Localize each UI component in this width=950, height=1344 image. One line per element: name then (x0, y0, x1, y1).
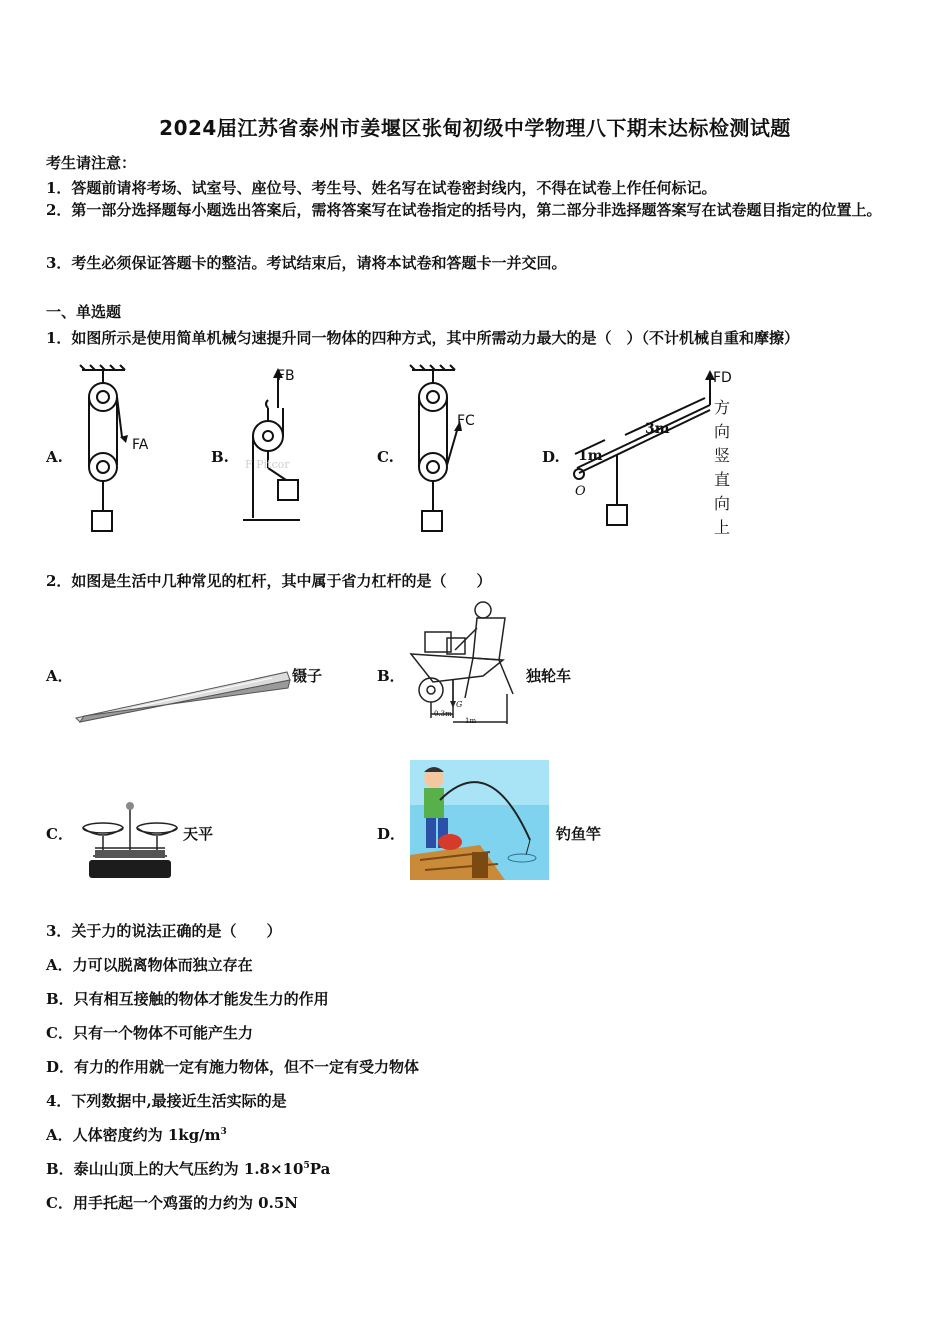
q3-option-b: B．只有相互接触的物体才能发生力的作用 (46, 990, 329, 1008)
cart-label-g: G (456, 700, 463, 709)
cart-label-d2: 1m (465, 717, 477, 725)
q4-option-b-unit: Pa (309, 1160, 331, 1178)
label-fa: FA (132, 437, 149, 453)
notice-item-1: 1．答题前请将考场、试室号、座位号、考生号、姓名写在试卷密封线内，不得在试卷上作任何标记。 (46, 179, 717, 197)
q1-option-b: B. (211, 448, 229, 466)
notice-heading: 考生请注意： (46, 154, 137, 172)
q4-option-a (46, 1124, 227, 1145)
label-direction: 方向竖直向上 (714, 398, 731, 537)
q1-option-a: A. (46, 448, 63, 466)
q3-stem: 3．关于力的说法正确的是（ ） (46, 922, 282, 940)
notice-item-2: 2．第一部分选择题每小题选出答案后，需将答案写在试卷指定的括号内，第二部分非选择题答案写在试卷题目指定的位置上。 (46, 201, 882, 219)
fishing-rod-image (410, 760, 549, 880)
q3-option-a: A．力可以脱离物体而独立存在 (46, 956, 253, 974)
q2-option-d: D． (377, 825, 406, 843)
label-1m: 1m (578, 448, 603, 464)
caption-tweezers: 镊子 (292, 667, 323, 685)
tweezers-image (72, 668, 292, 728)
q4-option-b (46, 1158, 330, 1179)
q4-option-a-sup: 3 (220, 1127, 227, 1137)
pulley-figure-c (400, 365, 510, 535)
caption-balance: 天平 (183, 825, 214, 843)
q2-option-c: C． (46, 825, 73, 843)
q2-option-a: A． (46, 667, 73, 685)
label-fc: FC (457, 413, 475, 429)
balance-scale-image (75, 798, 185, 883)
q4-option-c: C．用手托起一个鸡蛋的力约为 0.5N (46, 1194, 298, 1212)
q2-stem: 2．如图是生活中几种常见的杠杆，其中属于省力杠杆的是（ ） (46, 572, 492, 590)
q3-option-d: D．有力的作用就一定有施力物体，但不一定有受力物体 (46, 1058, 420, 1076)
q4-option-b-sup: 5 (303, 1161, 310, 1171)
q1-option-c: C. (377, 448, 394, 466)
label-fb: FB (277, 368, 295, 384)
q1-option-d: D. (542, 448, 560, 466)
q1-stem: 1．如图所示是使用简单机械匀速提升同一物体的四种方式，其中所需动力最大的是（ ）（不计机械自重和摩擦） (46, 329, 799, 347)
watermark-b: F Pitcor (245, 458, 290, 471)
q3-option-c: C．只有一个物体不可能产生力 (46, 1024, 253, 1042)
q4-stem: 4．下列数据中,最接近生活实际的是 (46, 1092, 287, 1110)
notice-item-3: 3．考生必须保证答题卡的整洁。考试结束后，请将本试卷和答题卡一并交回。 (46, 254, 567, 272)
section-heading: 一、单选题 (46, 303, 122, 321)
q2-option-b: B． (377, 667, 405, 685)
page-title: 2024届江苏省泰州市姜堰区张甸初级中学物理八下期末达标检测试题 (159, 116, 791, 140)
cart-label-d1: 0.3m (434, 710, 452, 718)
q4-option-b-text: B．泰山山顶上的大气压约为 1.8×10 (46, 1160, 304, 1178)
wheelbarrow-image (403, 598, 528, 726)
q4-option-a-text: A．人体密度约为 1kg/m (46, 1126, 221, 1144)
label-3m: 3m (645, 421, 670, 437)
pulley-figure-a (70, 365, 180, 535)
label-pivot-o: O (575, 484, 586, 499)
pulley-figure-b (238, 368, 318, 533)
label-fd: FD (713, 370, 732, 386)
caption-wheelbarrow: 独轮车 (526, 667, 572, 685)
caption-fishing-rod: 钓鱼竿 (556, 825, 602, 843)
